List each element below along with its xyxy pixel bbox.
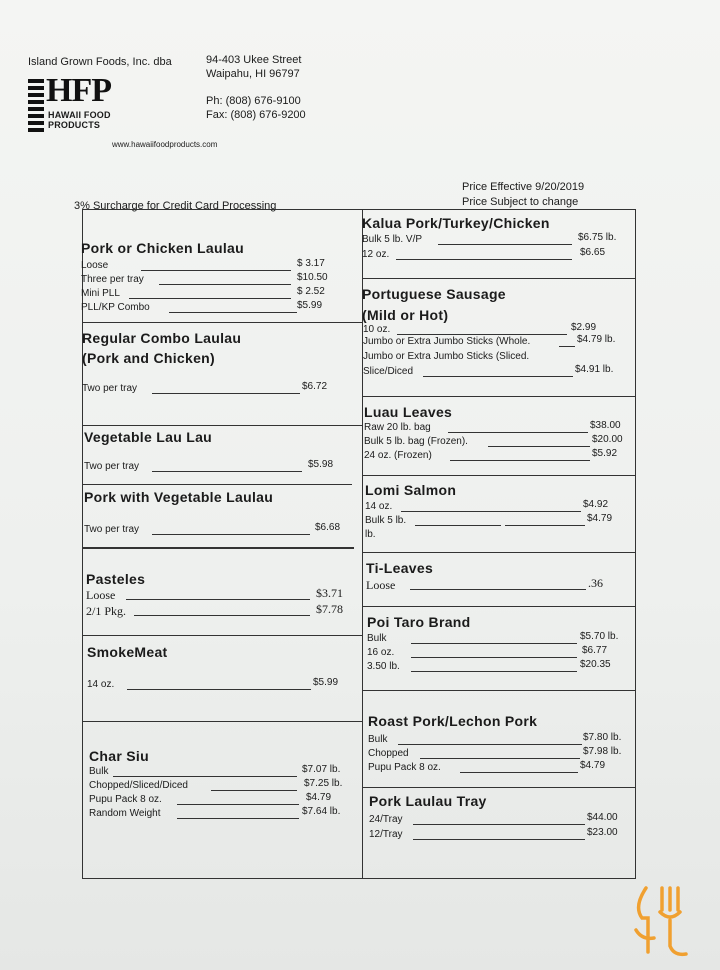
- leader-line: [450, 460, 590, 461]
- leader-line: [169, 312, 297, 313]
- item-price: $6.72: [302, 381, 328, 392]
- row-divider: [82, 425, 363, 426]
- section-title: Vegetable Lau Lau: [84, 429, 213, 445]
- item-label: Three per tray: [81, 274, 144, 285]
- section-title: Poi Taro Brand: [367, 614, 471, 630]
- leader-line: [129, 298, 291, 299]
- item-label: Bulk: [89, 766, 109, 777]
- section-title: Pasteles: [86, 571, 146, 587]
- section-subtitle: (Mild or Hot): [362, 307, 449, 323]
- item-price: $4.92: [583, 499, 609, 510]
- section-title: Pork with Vegetable Laulau: [84, 489, 274, 505]
- item-price: $5.99: [297, 300, 323, 311]
- item-label: Slice/Diced: [363, 366, 414, 377]
- leader-line: [415, 525, 501, 526]
- item-price: $4.79 lb.: [577, 334, 616, 345]
- item-price: $7.07 lb.: [302, 764, 341, 775]
- item-label: Jumbo or Extra Jumbo Sticks (Sliced.: [363, 351, 530, 362]
- item-label: Loose: [366, 578, 396, 592]
- item-price: $23.00: [587, 827, 618, 838]
- row-divider: [82, 635, 363, 636]
- row-divider: [362, 396, 636, 397]
- row-divider: [82, 484, 352, 485]
- item-price: $4.79: [587, 513, 613, 524]
- contact-block: [206, 94, 306, 122]
- leader-line: [397, 334, 567, 335]
- item-label: 10 oz.: [363, 324, 391, 335]
- leader-line: [460, 772, 578, 773]
- row-divider: [82, 721, 363, 722]
- address-line-2: Waipahu, HI 96797: [206, 68, 300, 80]
- item-price: $44.00: [587, 812, 618, 823]
- leader-line: [401, 511, 581, 512]
- item-price: $3.71: [316, 586, 343, 600]
- section-title: Ti-Leaves: [366, 560, 434, 576]
- item-label: Pupu Pack 8 oz.: [89, 794, 162, 805]
- row-divider: [82, 547, 354, 549]
- leader-line: [411, 643, 577, 644]
- item-label: 24 oz. (Frozen): [364, 450, 432, 461]
- item-label: Jumbo or Extra Jumbo Sticks (Whole.: [363, 336, 531, 347]
- item-price: $6.77: [582, 645, 608, 656]
- item-label: 12 oz.: [362, 249, 390, 260]
- row-divider: [362, 475, 636, 476]
- item-price: $ 3.17: [297, 258, 325, 269]
- item-label: Bulk 5 lb.: [365, 515, 407, 526]
- address-line-1: 94-403 Ukee Street: [206, 54, 302, 66]
- surcharge-note: 3% Surcharge for Credit Card Processing: [74, 200, 277, 212]
- price-subject-to-change: Price Subject to change: [462, 196, 579, 208]
- leader-line: [127, 689, 311, 690]
- item-label: Two per tray: [82, 383, 138, 394]
- leader-line: [134, 615, 310, 616]
- leader-line: [396, 259, 572, 260]
- section-subtitle: (Pork and Chicken): [82, 350, 215, 366]
- item-label: 2/1 Pkg.: [86, 604, 127, 618]
- leader-line: [113, 776, 297, 777]
- hfp-logo: [28, 72, 140, 134]
- item-label: 12/Tray: [369, 829, 403, 840]
- leader-line: [398, 744, 582, 745]
- leader-line: [448, 432, 588, 433]
- item-price: $6.68: [315, 522, 341, 533]
- item-price: $7.78: [316, 602, 343, 616]
- leader-line: [211, 790, 297, 791]
- leader-line: [488, 446, 590, 447]
- item-label: PLL/KP Combo: [81, 302, 150, 313]
- section-title: Luau Leaves: [364, 404, 453, 420]
- item-label: Two per tray: [84, 524, 140, 535]
- item-price: $4.79: [306, 792, 332, 803]
- item-label: 14 oz.: [365, 501, 393, 512]
- row-divider: [362, 278, 636, 279]
- item-label: Bulk: [368, 734, 388, 745]
- leader-line: [559, 346, 575, 347]
- item-label: 16 oz.: [367, 647, 395, 658]
- section-title: Char Siu: [89, 748, 149, 764]
- item-label: 3.50 lb.: [367, 661, 400, 672]
- item-price: $7.64 lb.: [302, 806, 341, 817]
- leader-line: [411, 657, 577, 658]
- item-label: Raw 20 lb. bag: [364, 422, 431, 433]
- price-table: [82, 209, 636, 879]
- logo-text: HFP: [46, 72, 111, 109]
- item-label: Loose: [81, 260, 109, 271]
- item-label: Two per tray: [84, 461, 140, 472]
- item-price: $2.99: [571, 322, 597, 333]
- fax-number: Fax: (808) 676-9200: [206, 109, 306, 121]
- logo-stripe-graphic: [28, 76, 44, 132]
- item-price: $5.98: [308, 459, 334, 470]
- item-price: $20.35: [580, 659, 611, 670]
- item-price: $6.75 lb.: [578, 232, 617, 243]
- section-title: Roast Pork/Lechon Pork: [368, 713, 538, 729]
- leader-line: [152, 471, 302, 472]
- row-divider: [82, 322, 363, 323]
- row-divider: [362, 606, 636, 607]
- item-price: .36: [588, 576, 603, 590]
- leader-line: [505, 525, 585, 526]
- leader-line: [152, 534, 310, 535]
- item-label: Chopped: [368, 748, 409, 759]
- logo-subtitle-2: PRODUCTS: [48, 120, 101, 130]
- row-divider: [362, 552, 636, 553]
- leader-line: [438, 244, 572, 245]
- item-label: Loose: [86, 588, 116, 602]
- leader-line: [410, 589, 586, 590]
- item-price: $4.91 lb.: [575, 364, 614, 375]
- leader-line: [177, 804, 299, 805]
- leader-line: [413, 824, 585, 825]
- company-name: Island Grown Foods, Inc. dba: [28, 56, 172, 68]
- item-price: $5.99: [313, 677, 339, 688]
- item-label: lb.: [365, 529, 376, 540]
- leader-line: [423, 376, 573, 377]
- address-block: [206, 53, 301, 81]
- item-label: Mini PLL: [81, 288, 120, 299]
- item-label: Chopped/Sliced/Diced: [89, 780, 188, 791]
- item-price: $7.98 lb.: [583, 746, 622, 757]
- section-title: Portuguese Sausage: [362, 286, 506, 302]
- section-title: Pork or Chicken Laulau: [81, 240, 244, 256]
- leader-line: [159, 284, 291, 285]
- phone-number: Ph: (808) 676-9100: [206, 95, 301, 107]
- website-url: www.hawaiifoodproducts.com: [112, 140, 218, 149]
- item-price: $10.50: [297, 272, 328, 283]
- section-title: Lomi Salmon: [365, 482, 457, 498]
- item-price: $5.70 lb.: [580, 631, 619, 642]
- leader-line: [411, 671, 577, 672]
- item-price: $ 2.52: [297, 286, 325, 297]
- item-price: $7.80 lb.: [583, 732, 622, 743]
- row-divider: [362, 787, 636, 788]
- section-title: SmokeMeat: [87, 644, 168, 660]
- section-title: Pork Laulau Tray: [369, 793, 487, 809]
- item-price: $7.25 lb.: [304, 778, 343, 789]
- leader-line: [152, 393, 300, 394]
- item-label: 24/Tray: [369, 814, 403, 825]
- price-effective-date: Price Effective 9/20/2019: [462, 181, 585, 193]
- leader-line: [177, 818, 299, 819]
- item-label: Pupu Pack 8 oz.: [368, 762, 441, 773]
- fork-knife-logo-icon: [632, 880, 694, 960]
- item-label: Bulk: [367, 633, 387, 644]
- item-price: $6.65: [580, 247, 606, 258]
- leader-line: [413, 839, 585, 840]
- item-label: Bulk 5 lb. V/P: [362, 234, 423, 245]
- price-effective-note: [462, 180, 584, 210]
- item-label: Bulk 5 lb. bag (Frozen).: [364, 436, 468, 447]
- item-price: $20.00: [592, 434, 623, 445]
- item-price: $38.00: [590, 420, 621, 431]
- section-title: Kalua Pork/Turkey/Chicken: [362, 215, 550, 231]
- row-divider: [362, 690, 636, 691]
- item-label: 14 oz.: [87, 679, 115, 690]
- item-price: $5.92: [592, 448, 618, 459]
- leader-line: [126, 599, 310, 600]
- logo-subtitle-1: HAWAII FOOD: [48, 110, 111, 120]
- leader-line: [141, 270, 291, 271]
- leader-line: [420, 758, 580, 759]
- item-label: Random Weight: [89, 808, 161, 819]
- section-title: Regular Combo Laulau: [82, 330, 242, 346]
- item-price: $4.79: [580, 760, 606, 771]
